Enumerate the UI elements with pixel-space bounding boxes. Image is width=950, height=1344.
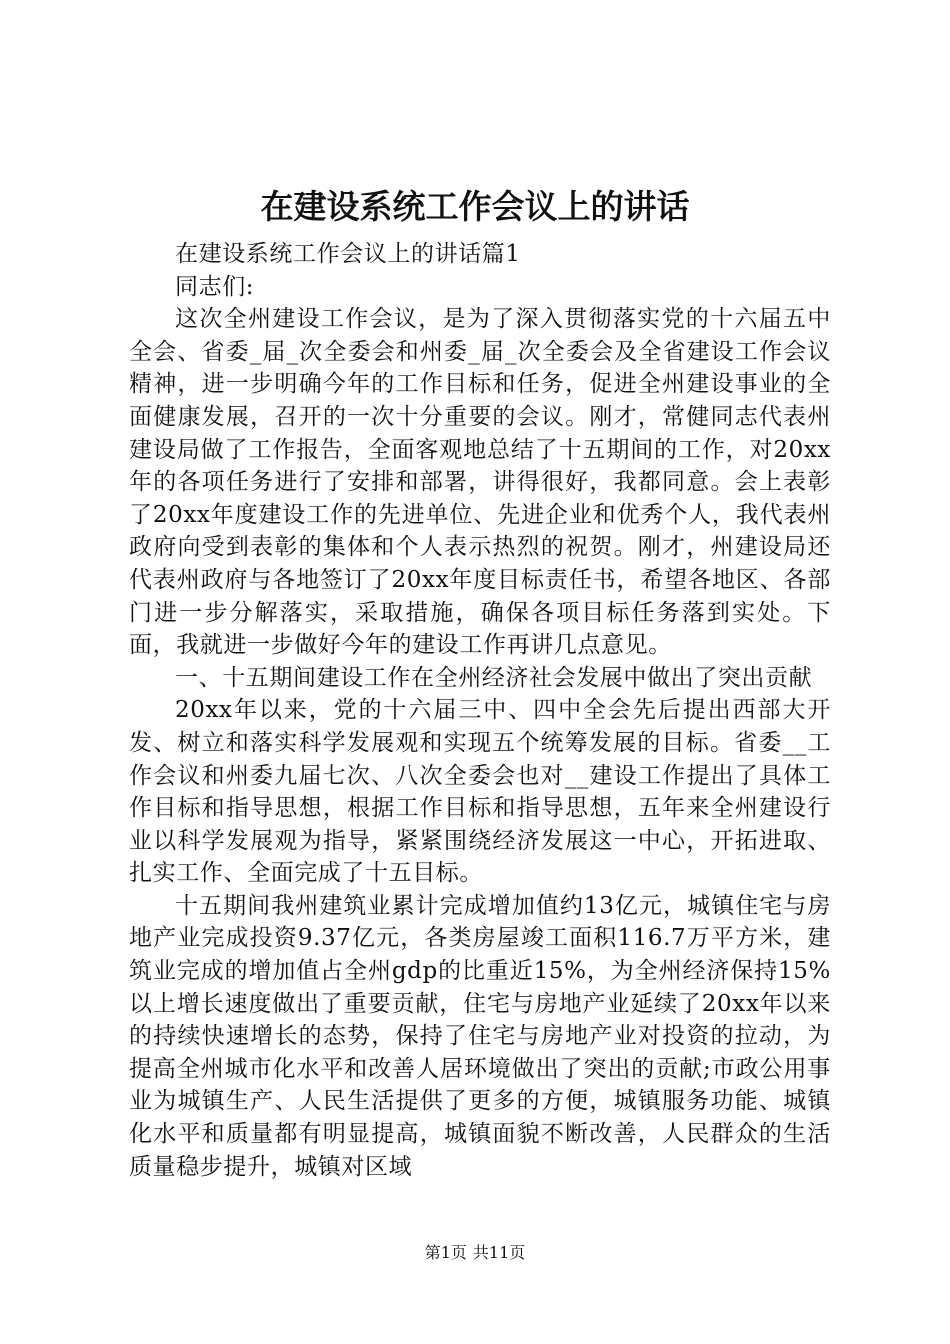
body-paragraph: 十五期间我州建筑业累计完成增加值约13亿元，城镇住宅与房地产业完成投资9.37亿元，各类房屋竣工面积116.7万平方米，建筑业完成的增加值占全州gdp的比重近15%，为全州经济保持15%以上增长速度做出了重要贡献，住宅与房地产业延续了20xx年以来的持续快速增长的态势，保持了住宅与房地产业对投资的拉动，为提高全州城市化水平和改善人居环境做出了突出的贡献;市政公用事业为城镇生产、人民生活提供了更多的方便，城镇服务功能、城镇化水平和质量都有明显提高，城镇面貌不断改善，人民群众的生活质量稳步提升，城镇对区域 bbox=[129, 892, 831, 1180]
page-footer bbox=[0, 1241, 950, 1265]
document-title: 在建设系统工作会议上的讲话 bbox=[260, 187, 690, 226]
page-number: 第1页 bbox=[424, 1243, 467, 1262]
body-paragraph: 20xx年以来，党的十六届三中、四中全会先后提出西部大开发、树立和落实科学发展观和实现五个统筹发展的目标。省委__工作会议和州委九届七次、八次全委会也对__建设工作提出了具体工作目标和指导思想，根据工作目标和指导思想，五年来全州建设行业以科学发展观为指导，紧紧围绕经济发展这一中心，开拓进取、扎实工作、全面完成了十五目标。 bbox=[129, 697, 831, 887]
subtitle-paragraph: 在建设系统工作会议上的讲话篇1 bbox=[175, 241, 521, 267]
salutation-paragraph: 同志们: bbox=[175, 273, 255, 300]
document-body bbox=[129, 238, 831, 1183]
page-total: 共11页 bbox=[472, 1243, 526, 1262]
section-heading: 一、十五期间建设工作在全州经济社会发展中做出了突出贡献 bbox=[175, 664, 813, 691]
body-paragraph: 这次全州建设工作会议，是为了深入贯彻落实党的十六届五中全会、省委_届_次全委会和州委_届_次全委会及全省建设工作会议精神，进一步明确今年的工作目标和任务，促进全州建设事业的全面健康发展，召开的一次十分重要的会议。刚才，常健同志代表州建设局做了工作报告，全面客观地总结了十五期间的工作，对20xx年的各项任务进行了安排和部署，讲得很好，我都同意。会上表彰了20xx年度建设工作的先进单位、先进企业和优秀个人，我代表州政府向受到表彰的集体和个人表示热烈的祝贺。刚才，州建设局还代表州政府与各地签订了20xx年度目标责任书，希望各地区、各部门进一步分解落实，采取措施，确保各项目标任务落到实处。下面，我就进一步做好今年的建设工作再讲几点意见。 bbox=[129, 306, 831, 659]
